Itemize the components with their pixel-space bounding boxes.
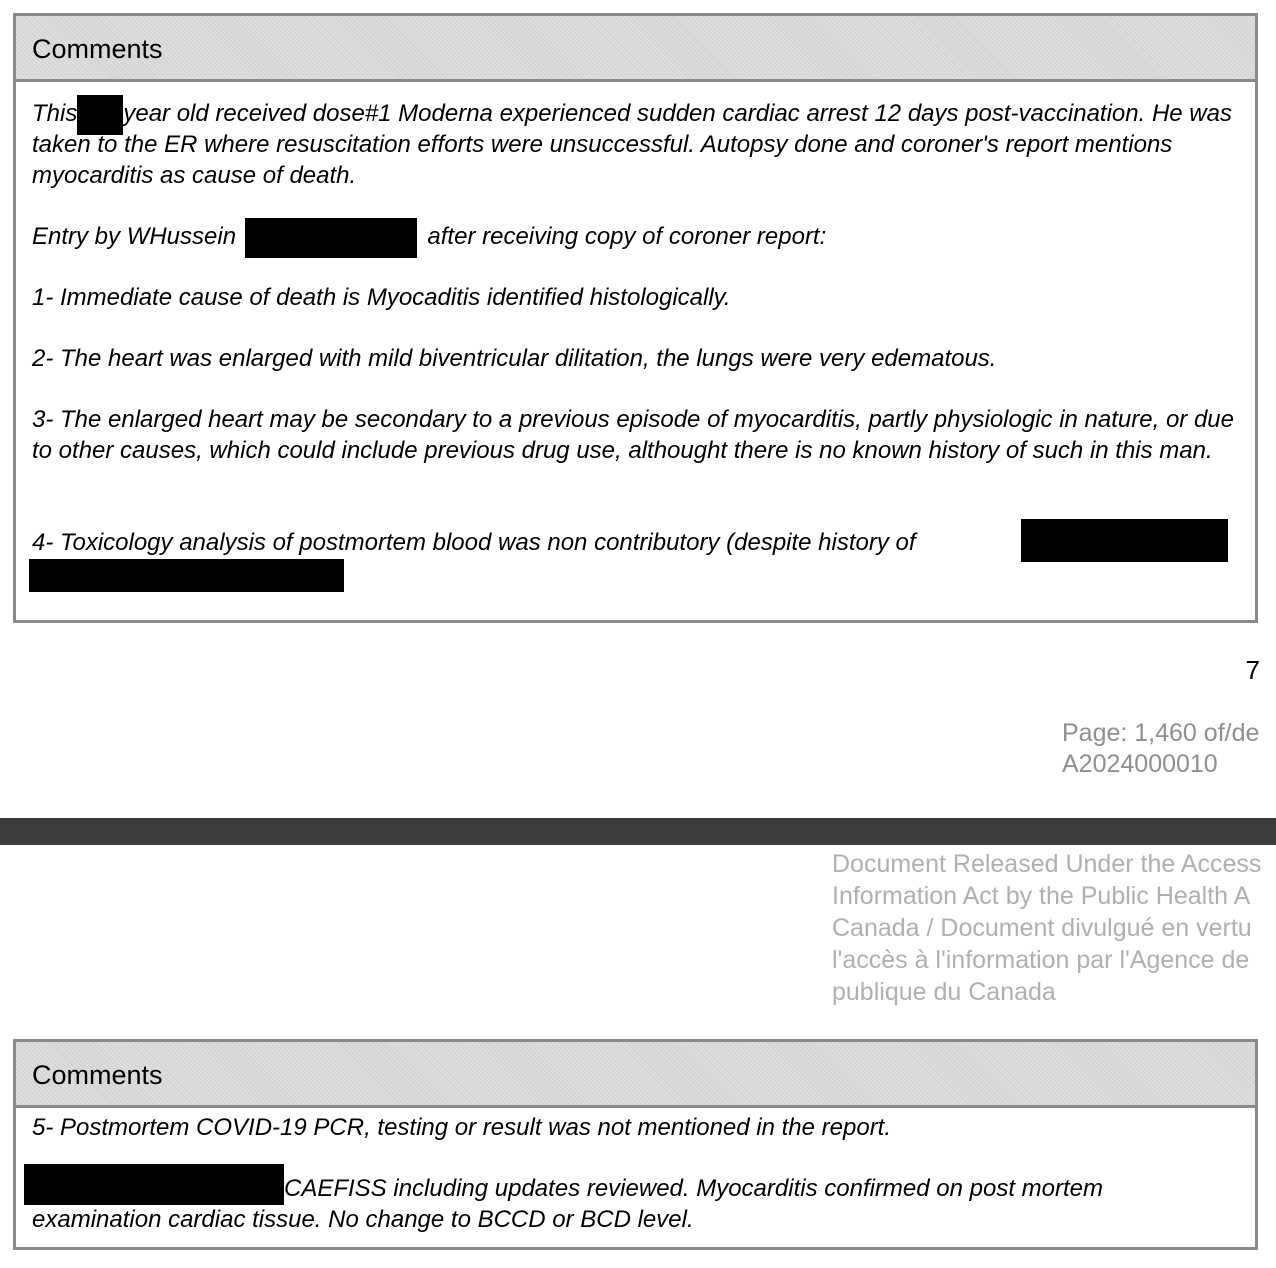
redaction-box	[77, 95, 123, 135]
comment-paragraph-3: 1- Immediate cause of death is Myocaditis identified histologically.	[32, 284, 731, 311]
comment-paragraph-5: 3- The enlarged heart may be secondary to a previous episode of myocarditis, partly physiologic in nature, or due to other causes, which could include previous drug use, althought there is no known history of such in this man.	[32, 406, 1234, 464]
comments-header: Comments	[16, 16, 1255, 82]
comment-paragraph-2: Entry by WHussein after receiving copy of coroner report:	[32, 221, 1237, 252]
redaction-box	[245, 218, 417, 258]
page-number: 7	[1245, 655, 1260, 685]
comments-header: Comments	[16, 1042, 1255, 1108]
page-info	[1062, 718, 1259, 780]
comments-panel-top	[13, 13, 1258, 623]
comment-paragraph-4: 2- The heart was enlarged with mild biventricular dilitation, the lungs were very edematous.	[32, 345, 997, 372]
redaction-box	[1021, 519, 1228, 562]
comment-paragraph-8: CAEFISS including updates reviewed. Myocarditis confirmed on post mortem examination cardiac tissue. No change to BCCD or BCD level.	[32, 1175, 1104, 1233]
page-divider	[0, 818, 1276, 845]
comments-panel-bottom	[13, 1039, 1258, 1250]
page-count: Page: 1,460 of/de	[1062, 719, 1260, 747]
redaction-box	[24, 1164, 284, 1205]
release-notice: Document Released Under the Access Information Act by the Public Health A Canada / Document divulgué en vertu l'accès à l'information par l'Agence de publique du Canada	[832, 850, 1262, 1006]
document-id: A2024000010	[1062, 750, 1218, 778]
comment-paragraph-1: This year old received dose#1 Moderna experienced sudden cardiac arrest 12 days post-vaccination. He was taken to the ER where resuscitation efforts were unsuccessful. Autopsy done and coroner's report mentions myocarditis as cause of death.	[32, 98, 1237, 191]
comment-paragraph-6: 4- Toxicology analysis of postmortem blood was non contributory (despite history of	[32, 529, 916, 556]
redaction-box	[29, 559, 344, 592]
comment-paragraph-7: 5- Postmortem COVID-19 PCR, testing or result was not mentioned in the report.	[32, 1114, 892, 1141]
